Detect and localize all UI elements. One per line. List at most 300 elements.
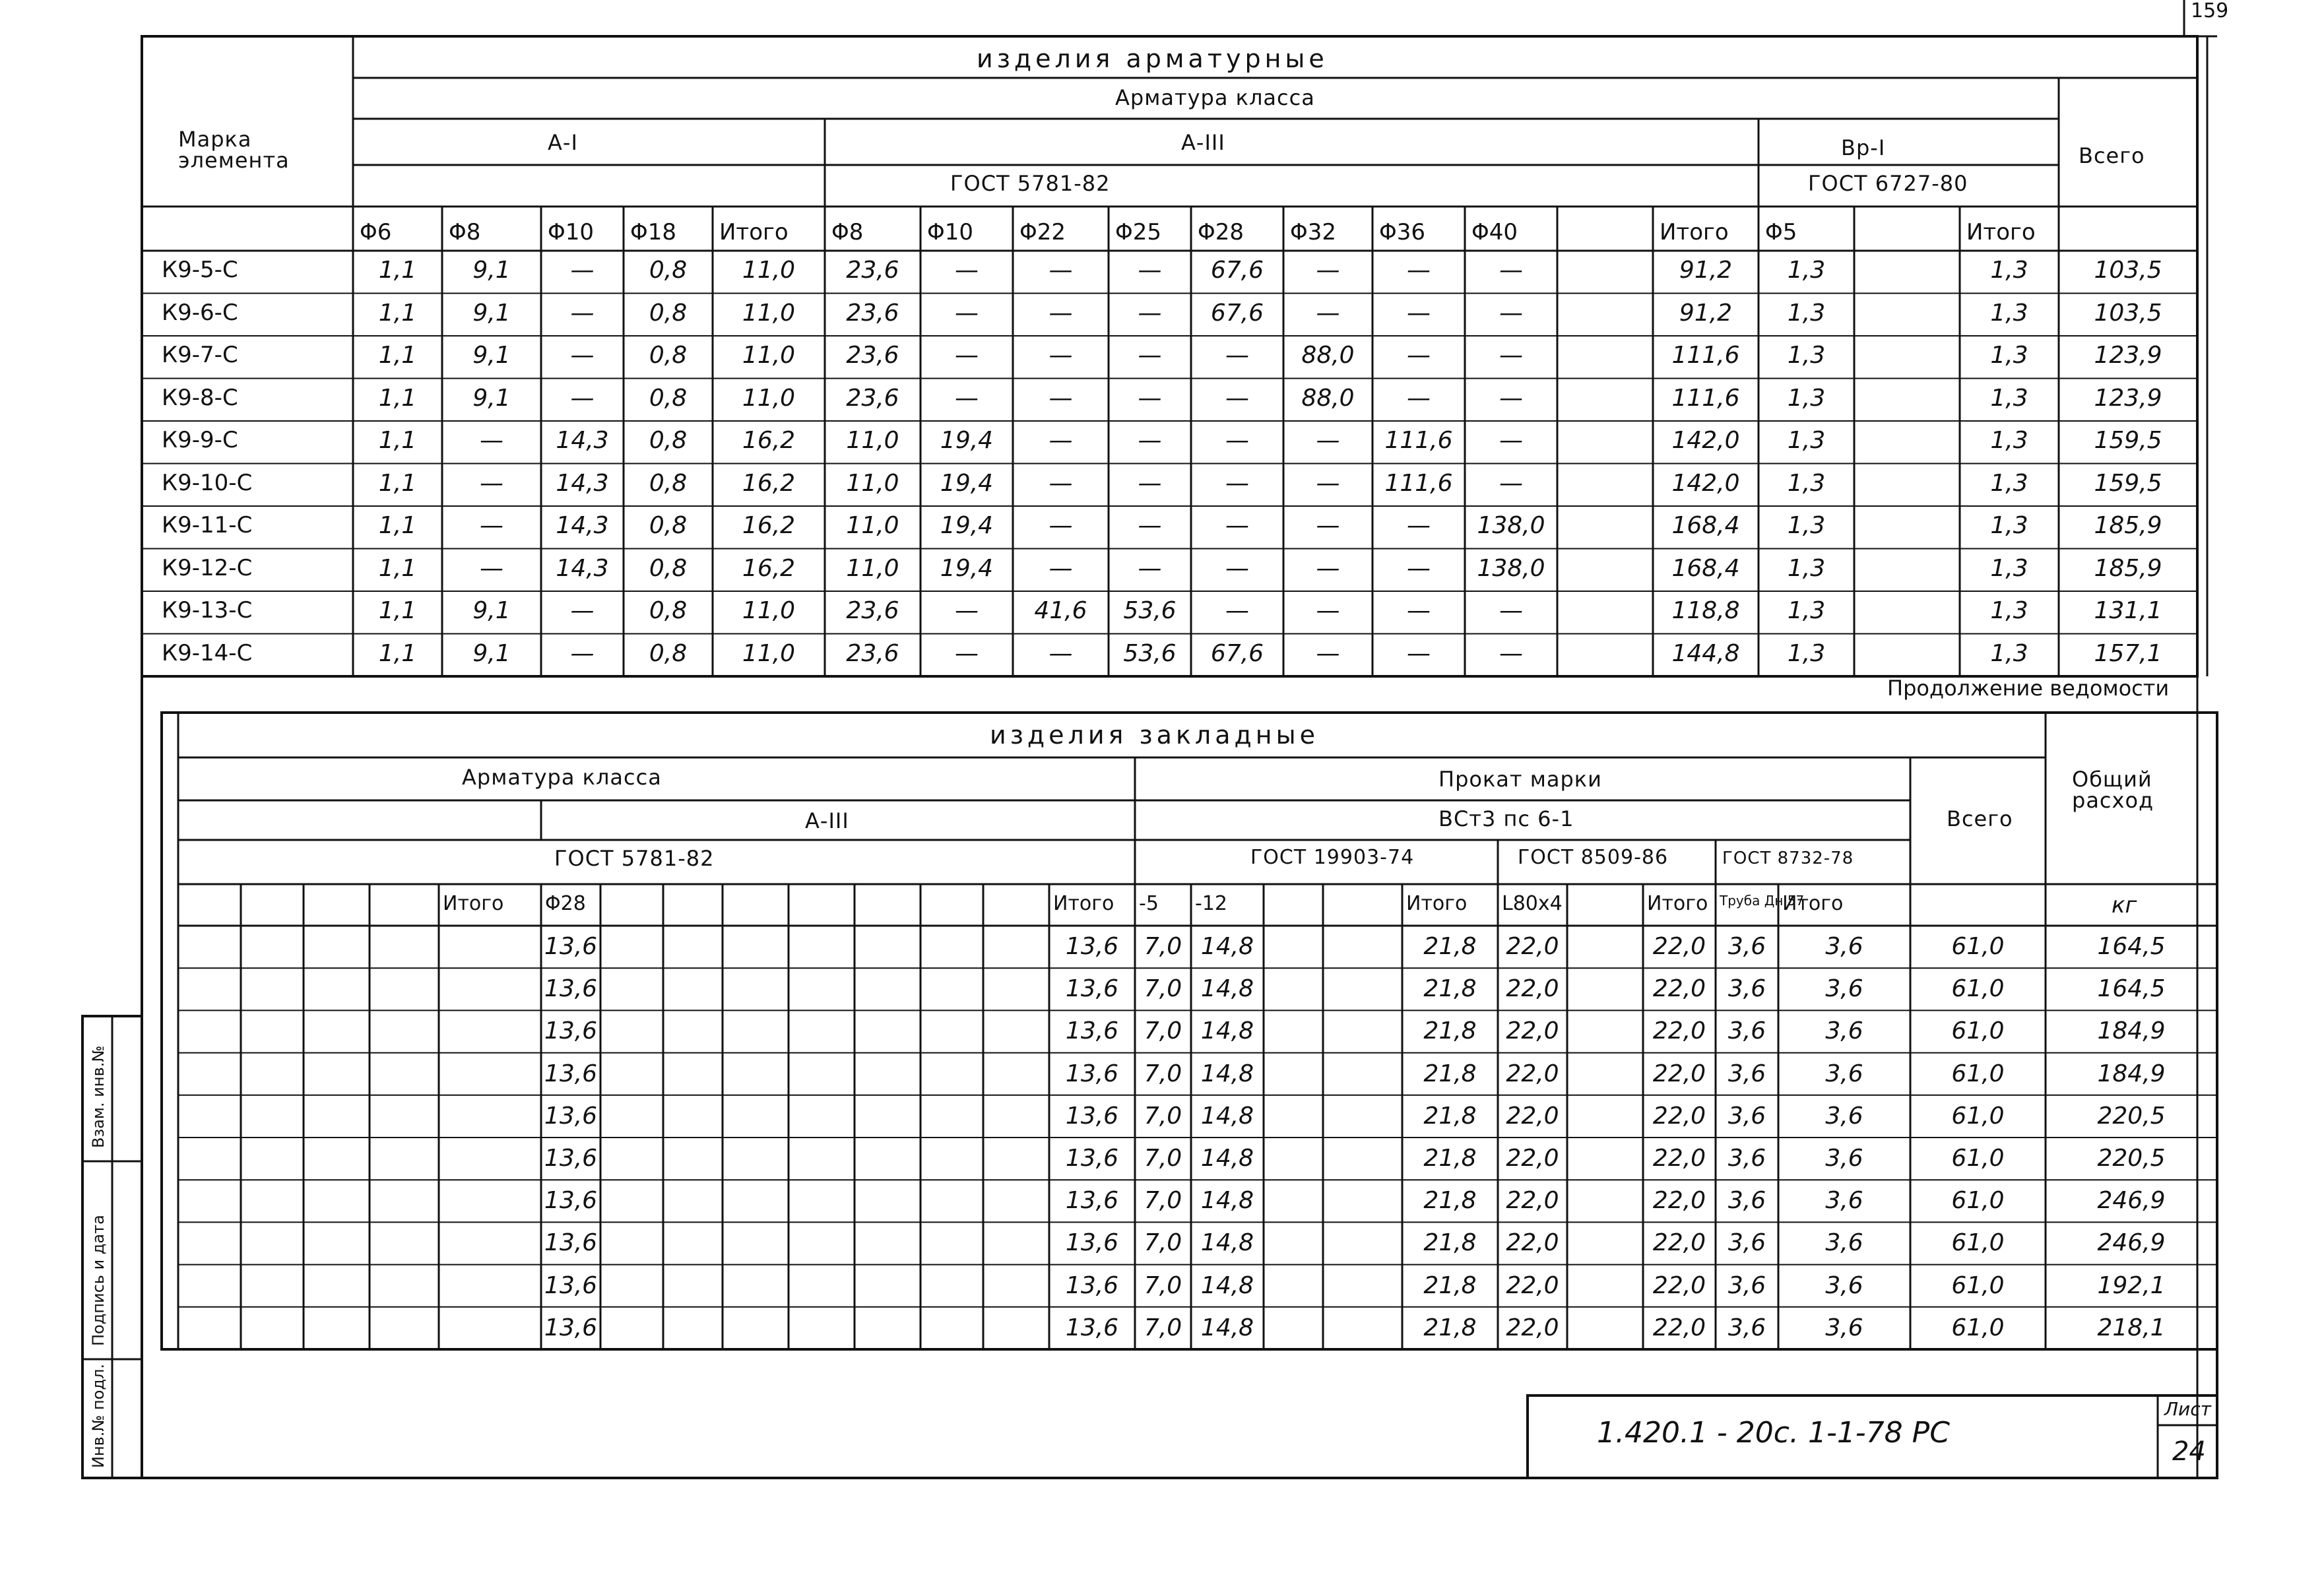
bottom-row-value: 21,8 [1423, 1060, 1477, 1087]
bottom-row-value: 13,6 [1065, 975, 1119, 1003]
bottom-row-value: 3,6 [1727, 1271, 1766, 1299]
top-row-value: 1,3 [1787, 512, 1826, 539]
top-row-value: 0,8 [649, 512, 688, 539]
top-row-value: — [1225, 469, 1249, 497]
top-row-value: — [1407, 512, 1431, 539]
bottom-row-value: 22,0 [1506, 1229, 1559, 1257]
top-row-marka: К9-9-С [162, 427, 238, 453]
top-row-value: — [1225, 342, 1249, 369]
bottom-row-value: 61,0 [1951, 1271, 2005, 1299]
bottom-row-value: 3,6 [1727, 975, 1766, 1003]
top-row-value: 1,1 [378, 469, 417, 497]
top-column-header: Φ32 [1290, 219, 1337, 245]
bottom-row-value: 14,8 [1200, 1187, 1254, 1215]
top-row-value: — [480, 469, 503, 497]
side-stamp-label: Подпись и дата [89, 1215, 108, 1346]
bottom-row-value: 14,8 [1200, 933, 1254, 960]
bottom-row-value: 7,0 [1144, 1229, 1182, 1257]
top-row-value: 19,4 [940, 427, 994, 454]
top-row-value: — [1138, 512, 1162, 539]
bottom-row-value: 22,0 [1506, 1271, 1559, 1299]
bottom-row-value: 13,6 [544, 1060, 598, 1087]
bottom-row-value: 21,8 [1423, 1314, 1477, 1341]
bottom-row-value: 13,6 [544, 1017, 598, 1045]
top-row-value: — [1316, 554, 1340, 582]
top-row-value: 1,3 [1990, 299, 2028, 327]
top-row-value: 159,5 [2094, 469, 2162, 497]
top-row-value: 0,8 [649, 639, 688, 667]
top-row-value: 19,4 [940, 512, 994, 539]
top-row-value: 111,6 [1384, 469, 1453, 497]
bottom-row-value: 13,6 [544, 1314, 598, 1341]
bottom-row-value: 14,8 [1200, 1060, 1254, 1087]
top-row-value: 185,9 [2094, 554, 2162, 582]
top-row-value: — [1316, 597, 1340, 624]
top-column-header: Φ10 [927, 219, 974, 245]
bottom-row-value: 3,6 [1727, 933, 1766, 960]
top-row-value: 103,5 [2094, 257, 2162, 284]
top-row-value: 53,6 [1123, 639, 1177, 667]
top-row-value: 1,1 [378, 554, 417, 582]
bottom-row-value: 14,8 [1200, 1314, 1254, 1341]
top-row-value: — [1049, 427, 1073, 454]
bottom-row-value: 22,0 [1652, 933, 1706, 960]
bottom-row-value: 13,6 [1065, 1187, 1119, 1215]
top-column-header: Φ40 [1471, 219, 1518, 245]
prokat-label: Прокат марки [1438, 767, 1602, 792]
top-row-value: 1,3 [1787, 299, 1826, 327]
top-row-value: 1,1 [378, 427, 417, 454]
top-row-value: 16,2 [742, 427, 796, 454]
group-a3: А-III [1181, 130, 1225, 155]
bottom-column-header: Труба Дн 57 [1720, 893, 1805, 909]
top-row-value: 0,8 [649, 554, 688, 582]
bottom-row-value: 7,0 [1144, 1271, 1182, 1299]
top-row-value: 1,1 [378, 342, 417, 369]
bottom-row-value: 13,6 [1065, 1102, 1119, 1130]
top-row-value: 14,3 [556, 427, 609, 454]
bottom-row-value: 246,9 [2097, 1229, 2166, 1257]
top-row-value: 91,2 [1679, 299, 1733, 327]
top-row-value: — [1407, 342, 1431, 369]
top-column-header: Φ25 [1115, 219, 1162, 245]
top-row-value: 16,2 [742, 554, 796, 582]
top-row-value: 14,3 [556, 469, 609, 497]
bottom-column-header: Итого [443, 892, 504, 915]
bottom-row-value: 3,6 [1727, 1314, 1766, 1341]
top-row-value: — [1499, 427, 1523, 454]
bottom-row-value: 22,0 [1652, 1314, 1706, 1341]
bottom-row-value: 3,6 [1727, 1187, 1766, 1215]
top-row-marka: К9-14-С [162, 639, 253, 666]
top-row-value: 0,8 [649, 342, 688, 369]
top-row-value: — [570, 299, 595, 327]
top-row-value: — [1225, 597, 1249, 624]
top-row-value: 168,4 [1671, 554, 1740, 582]
top-row-value: — [1499, 639, 1523, 667]
bottom-row-value: 13,6 [544, 1229, 598, 1257]
top-row-value: — [1407, 299, 1431, 327]
bottom-table-title: изделия закладные [990, 721, 1319, 750]
top-row-marka: К9-13-С [162, 597, 253, 624]
top-row-value: 159,5 [2094, 427, 2162, 454]
top-row-value: 1,3 [1787, 257, 1826, 284]
top-row-value: 1,3 [1787, 554, 1826, 582]
top-row-value: 111,6 [1671, 342, 1740, 369]
bottom-row-value: 3,6 [1825, 1017, 1863, 1045]
bottom-row-value: 22,0 [1652, 975, 1706, 1003]
bottom-row-value: 22,0 [1652, 1229, 1706, 1257]
gost-8509: ГОСТ 8509-86 [1518, 846, 1669, 869]
top-column-header: Φ8 [831, 219, 864, 245]
top-row-value: — [1316, 257, 1340, 284]
top-row-value: — [1407, 639, 1431, 667]
top-row-marka: К9-7-С [162, 342, 238, 368]
bottom-row-value: 61,0 [1951, 975, 2005, 1003]
bottom-row-value: 218,1 [2097, 1314, 2166, 1341]
top-table-subtitle: Арматура класса [1115, 85, 1315, 110]
top-row-marka: К9-6-С [162, 299, 238, 326]
top-row-value: 19,4 [940, 469, 994, 497]
top-row-value: — [1049, 342, 1073, 369]
top-row-value: 1,3 [1787, 342, 1826, 369]
bottom-row-value: 184,9 [2097, 1017, 2166, 1045]
bottom-row-value: 14,8 [1200, 975, 1254, 1003]
armatura-gost: ГОСТ 5781-82 [554, 846, 715, 871]
top-row-value: — [1049, 469, 1073, 497]
bottom-row-value: 13,6 [1065, 1271, 1119, 1299]
bottom-row-value: 21,8 [1423, 933, 1477, 960]
bottom-row-value: 13,6 [544, 975, 598, 1003]
top-row-value: 1,1 [378, 257, 417, 284]
top-total-header: Всего [2079, 143, 2145, 168]
top-row-value: 0,8 [649, 299, 688, 327]
bottom-row-value: 13,6 [1065, 1314, 1119, 1341]
top-row-value: 19,4 [940, 554, 994, 582]
bottom-row-value: 7,0 [1144, 1060, 1182, 1087]
top-row-value: 123,9 [2094, 342, 2162, 369]
top-row-value: — [1499, 469, 1523, 497]
top-row-value: — [1499, 597, 1523, 624]
sheet-label: Лист [2164, 1398, 2211, 1420]
top-row-value: 11,0 [742, 384, 796, 412]
bottom-row-value: 22,0 [1652, 1102, 1706, 1130]
top-row-value: 9,1 [472, 597, 511, 624]
top-row-value: — [570, 384, 595, 412]
bottom-column-header: Φ28 [545, 892, 586, 915]
gost-8732: ГОСТ 8732-78 [1722, 849, 1854, 868]
bottom-row-value: 61,0 [1951, 1102, 2005, 1130]
kg-header: кг [2112, 892, 2137, 918]
bottom-table-frame [162, 713, 2217, 1349]
bottom-row-value: 13,6 [544, 1145, 598, 1172]
top-row-value: 1,3 [1990, 469, 2028, 497]
bottom-row-value: 13,6 [544, 1102, 598, 1130]
top-row-value: 103,5 [2094, 299, 2162, 327]
sheet-number: 24 [2172, 1436, 2206, 1467]
side-stamp-label: Инв.№ подл. [89, 1364, 108, 1468]
page-number: 159 [2191, 0, 2229, 22]
top-row-value: 0,8 [649, 257, 688, 284]
top-row-value: 1,1 [378, 639, 417, 667]
bottom-row-value: 3,6 [1825, 1229, 1863, 1257]
top-row-value: — [1049, 512, 1073, 539]
top-row-value: — [1407, 384, 1431, 412]
bottom-row-value: 7,0 [1144, 1187, 1182, 1215]
bottom-row-value: 3,6 [1825, 1102, 1863, 1130]
bottom-column-header: -12 [1195, 892, 1227, 915]
top-row-value: — [955, 299, 979, 327]
top-row-value: — [1138, 299, 1162, 327]
bottom-column-header: Итого [1406, 892, 1468, 915]
top-row-value: 67,6 [1210, 299, 1264, 327]
top-row-value: — [1499, 257, 1523, 284]
top-row-value: 11,0 [742, 597, 796, 624]
top-row-value: 1,3 [1990, 639, 2028, 667]
top-column-header: Итого [719, 219, 789, 245]
bottom-row-value: 21,8 [1423, 1229, 1477, 1257]
bottom-row-value: 13,6 [1065, 1060, 1119, 1087]
top-column-header: Итого [1660, 219, 1729, 245]
top-row-value: — [480, 427, 503, 454]
top-row-value: 23,6 [846, 597, 899, 624]
side-stamp-label: Взам. инв.№ [89, 1045, 108, 1148]
top-row-value: — [1316, 299, 1340, 327]
top-row-value: — [1049, 639, 1073, 667]
top-row-marka: К9-10-С [162, 469, 253, 496]
bottom-row-value: 3,6 [1825, 1060, 1863, 1087]
bottom-row-value: 21,8 [1423, 1145, 1477, 1172]
bottom-row-value: 246,9 [2097, 1187, 2166, 1215]
bottom-row-value: 61,0 [1951, 933, 2005, 960]
bottom-row-value: 13,6 [1065, 1017, 1119, 1045]
top-row-value: — [1138, 384, 1162, 412]
top-row-value: 0,8 [649, 427, 688, 454]
top-row-value: 1,3 [1787, 597, 1826, 624]
top-row-value: — [955, 342, 979, 369]
bottom-row-value: 13,6 [544, 933, 598, 960]
top-row-value: 14,3 [556, 512, 609, 539]
bottom-column-header: Итого [1782, 892, 1844, 915]
top-row-value: 23,6 [846, 342, 899, 369]
bottom-row-value: 22,0 [1506, 1145, 1559, 1172]
top-row-value: — [480, 512, 503, 539]
top-column-header: Итого [1966, 219, 2036, 245]
group-a1: А-I [548, 130, 578, 155]
top-row-value: — [955, 597, 979, 624]
bottom-row-value: 14,8 [1200, 1229, 1254, 1257]
top-row-value: 1,3 [1787, 639, 1826, 667]
bottom-row-value: 7,0 [1144, 1314, 1182, 1341]
top-row-value: 1,3 [1990, 427, 2028, 454]
prokat-marka: ВСт3 пс 6-1 [1438, 806, 1574, 831]
top-row-value: — [955, 639, 979, 667]
bottom-row-value: 3,6 [1825, 1314, 1863, 1341]
bottom-row-value: 3,6 [1727, 1060, 1766, 1087]
top-row-value: — [1138, 554, 1162, 582]
bottom-row-value: 22,0 [1506, 1314, 1559, 1341]
top-column-header: Φ22 [1019, 219, 1066, 245]
top-row-value: — [1407, 597, 1431, 624]
top-row-value: 168,4 [1671, 512, 1740, 539]
top-row-value: — [1049, 257, 1073, 284]
top-row-value: 9,1 [472, 257, 511, 284]
bottom-row-value: 21,8 [1423, 975, 1477, 1003]
top-row-value: 0,8 [649, 469, 688, 497]
bottom-row-value: 7,0 [1144, 1017, 1182, 1045]
top-row-value: — [1225, 384, 1249, 412]
top-row-value: 11,0 [742, 257, 796, 284]
bottom-column-header: Итого [1053, 892, 1114, 915]
bottom-row-value: 3,6 [1825, 933, 1863, 960]
bottom-row-value: 3,6 [1825, 975, 1863, 1003]
bottom-row-value: 61,0 [1951, 1017, 2005, 1045]
bottom-row-value: 220,5 [2097, 1102, 2166, 1130]
top-row-value: 142,0 [1671, 469, 1740, 497]
bottom-row-value: 3,6 [1727, 1145, 1766, 1172]
top-row-value: 1,1 [378, 597, 417, 624]
top-row-value: — [1049, 299, 1073, 327]
top-row-value: — [570, 597, 595, 624]
top-row-value: 1,3 [1990, 257, 2028, 284]
top-row-value: 9,1 [472, 342, 511, 369]
bottom-row-value: 7,0 [1144, 933, 1182, 960]
top-row-value: 185,9 [2094, 512, 2162, 539]
bottom-row-value: 3,6 [1825, 1145, 1863, 1172]
top-row-value: 16,2 [742, 512, 796, 539]
top-row-value: — [1225, 512, 1249, 539]
bottom-column-header: L80x4 [1502, 892, 1563, 915]
top-row-value: 144,8 [1671, 639, 1740, 667]
bottom-row-value: 22,0 [1652, 1271, 1706, 1299]
top-column-header: Φ5 [1765, 219, 1797, 245]
bottom-column-header: Итого [1647, 892, 1708, 915]
top-row-value: 1,3 [1787, 469, 1826, 497]
group-vr1: Вр-I [1841, 135, 1886, 160]
bottom-row-value: 22,0 [1652, 1017, 1706, 1045]
top-row-value: — [1499, 384, 1523, 412]
drawing-code: 1.420.1 - 20с. 1-1-78 РС [1597, 1416, 1950, 1450]
top-row-value: 9,1 [472, 384, 511, 412]
top-row-value: 118,8 [1671, 597, 1740, 624]
bottom-row-value: 7,0 [1144, 975, 1182, 1003]
top-row-value: 157,1 [2094, 639, 2162, 667]
top-row-value: 88,0 [1301, 384, 1355, 412]
top-row-value: — [1225, 427, 1249, 454]
top-row-value: 11,0 [846, 512, 899, 539]
top-row-value: 91,2 [1679, 257, 1733, 284]
top-column-header: Φ10 [548, 219, 595, 245]
top-row-value: — [1407, 257, 1431, 284]
top-row-value: 1,3 [1990, 597, 2028, 624]
top-row-value: 88,0 [1301, 342, 1355, 369]
top-row-value: 23,6 [846, 257, 899, 284]
bottom-row-value: 164,5 [2097, 933, 2166, 960]
continuation-note: Продолжение ведомости [1887, 676, 2170, 701]
top-row-value: — [1049, 554, 1073, 582]
bottom-row-value: 22,0 [1506, 1187, 1559, 1215]
top-row-value: 9,1 [472, 299, 511, 327]
top-row-value: 11,0 [742, 639, 796, 667]
bottom-row-value: 7,0 [1144, 1145, 1182, 1172]
bottom-row-value: 7,0 [1144, 1102, 1182, 1130]
gost-19903: ГОСТ 19903-74 [1250, 846, 1415, 869]
bottom-row-value: 14,8 [1200, 1017, 1254, 1045]
bottom-row-value: 13,6 [1065, 933, 1119, 960]
top-table-title: изделия арматурные [977, 44, 1328, 73]
top-row-value: 14,3 [556, 554, 609, 582]
top-row-value: — [1049, 384, 1073, 412]
top-row-value: 53,6 [1123, 597, 1177, 624]
top-row-value: 1,3 [1990, 554, 2028, 582]
top-row-value: 1,1 [378, 384, 417, 412]
top-row-value: — [1499, 299, 1523, 327]
bottom-row-value: 13,6 [544, 1187, 598, 1215]
bottom-row-value: 61,0 [1951, 1314, 2005, 1341]
bottom-row-value: 21,8 [1423, 1271, 1477, 1299]
top-row-marka: К9-12-С [162, 554, 253, 581]
top-row-value: 1,3 [1787, 427, 1826, 454]
top-row-marka: К9-8-С [162, 384, 238, 411]
top-column-header: Φ18 [630, 219, 677, 245]
armatura-class: А-III [805, 808, 849, 833]
top-row-value: 1,3 [1990, 342, 2028, 369]
bottom-row-value: 22,0 [1506, 1017, 1559, 1045]
general-header: Общий расход [2072, 767, 2154, 813]
top-row-value: 11,0 [846, 427, 899, 454]
bottom-row-value: 3,6 [1727, 1229, 1766, 1257]
bottom-row-value: 184,9 [2097, 1060, 2166, 1087]
top-row-value: — [1138, 257, 1162, 284]
top-row-value: 11,0 [846, 554, 899, 582]
bottom-row-value: 21,8 [1423, 1102, 1477, 1130]
top-row-value: 11,0 [846, 469, 899, 497]
bottom-total-header: Всего [1947, 806, 2013, 831]
top-column-header: Φ8 [449, 219, 481, 245]
top-row-value: 123,9 [2094, 384, 2162, 412]
top-row-value: 142,0 [1671, 427, 1740, 454]
bottom-row-value: 164,5 [2097, 975, 2166, 1003]
top-row-value: — [1316, 639, 1340, 667]
top-row-value: 23,6 [846, 384, 899, 412]
armatura-label: Арматура класса [462, 765, 662, 790]
gost-6727: ГОСТ 6727-80 [1808, 171, 1968, 196]
top-row-value: 1,3 [1990, 512, 2028, 539]
top-row-value: 0,8 [649, 384, 688, 412]
top-row-value: 41,6 [1034, 597, 1087, 624]
top-row-value: 67,6 [1210, 257, 1264, 284]
gost-5781: ГОСТ 5781-82 [950, 171, 1111, 196]
top-row-value: 0,8 [649, 597, 688, 624]
top-row-value: 111,6 [1671, 384, 1740, 412]
bottom-row-value: 13,6 [1065, 1145, 1119, 1172]
bottom-row-value: 220,5 [2097, 1145, 2166, 1172]
top-row-value: — [1316, 469, 1340, 497]
top-row-value: 1,3 [1990, 384, 2028, 412]
top-row-value: 138,0 [1477, 554, 1545, 582]
top-row-value: — [955, 257, 979, 284]
top-row-value: — [1316, 427, 1340, 454]
top-row-value: 138,0 [1477, 512, 1545, 539]
top-row-value: 9,1 [472, 639, 511, 667]
bottom-column-header: -5 [1139, 892, 1159, 915]
top-row-value: — [1138, 342, 1162, 369]
bottom-row-value: 22,0 [1506, 1102, 1559, 1130]
bottom-row-value: 14,8 [1200, 1102, 1254, 1130]
bottom-row-value: 61,0 [1951, 1187, 2005, 1215]
top-row-value: — [570, 639, 595, 667]
bottom-row-value: 14,8 [1200, 1145, 1254, 1172]
